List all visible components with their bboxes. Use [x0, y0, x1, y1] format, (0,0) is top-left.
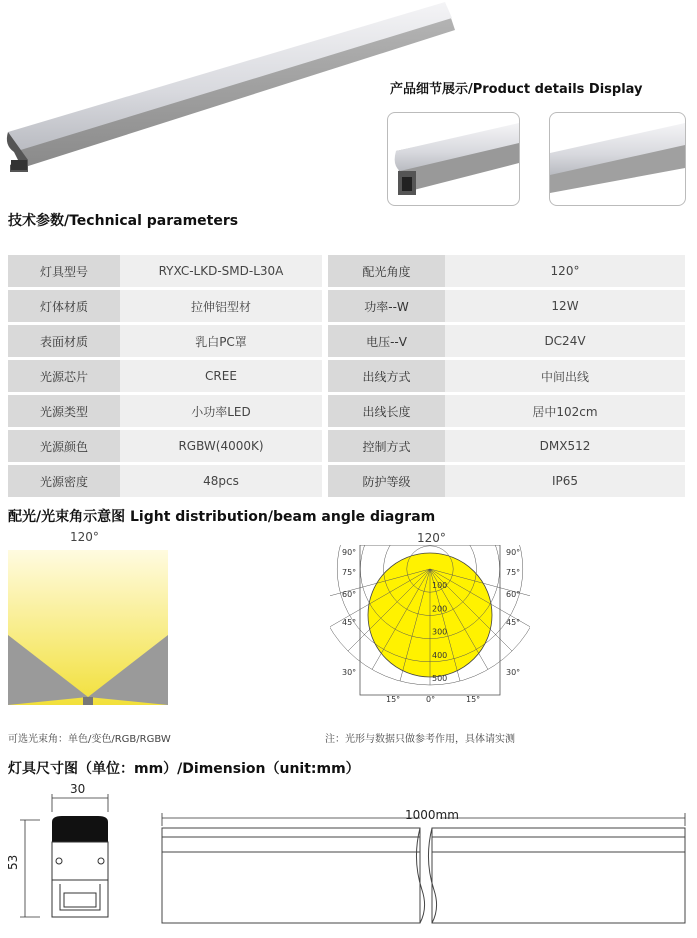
product-details-title: 产品细节展示/Product details Display	[390, 82, 643, 97]
polar-left-angle: 30°	[342, 668, 357, 677]
reference-note: 注：光形与数据只做参考作用，具体请实测	[325, 734, 515, 745]
beam-diagram	[8, 550, 168, 705]
length-dimension: 1000mm	[405, 808, 459, 822]
spec-key: 电压--V	[328, 325, 445, 357]
width-dimension: 30	[70, 782, 86, 796]
polar-radial-label: 100	[432, 581, 448, 591]
polar-right-angle: 60°	[506, 590, 521, 599]
spec-value: 中间出线	[445, 360, 685, 392]
spec-value: 120°	[445, 255, 685, 287]
spec-value: DC24V	[445, 325, 685, 357]
spec-value: 小功率LED	[120, 395, 322, 427]
polar-diagram	[330, 545, 530, 705]
spec-key: 灯体材质	[8, 290, 120, 322]
technical-title: 技术参数/Technical parameters	[8, 213, 239, 229]
spec-key: 光源芯片	[8, 360, 120, 392]
height-dimension: 53	[6, 854, 20, 870]
spec-key: 出线长度	[328, 395, 445, 427]
spec-key: 光源颜色	[8, 430, 120, 462]
spec-value: IP65	[445, 465, 685, 497]
spec-value: 居中102cm	[445, 395, 685, 427]
spec-row	[8, 325, 685, 357]
spec-row	[8, 395, 685, 427]
spec-value: DMX512	[445, 430, 685, 462]
detail-thumbnail-2	[549, 112, 686, 206]
spec-value: 12W	[445, 290, 685, 322]
beam-angle-label: 120°	[70, 530, 99, 544]
polar-radial-label: 200	[432, 604, 448, 614]
polar-right-angle: 75°	[506, 568, 521, 577]
detail-thumbnail-1	[387, 112, 520, 206]
spec-row	[8, 290, 685, 322]
dimension-title: 灯具尺寸图（单位：mm）/Dimension（unit:mm）	[8, 761, 360, 777]
polar-bottom-angle: 0°	[426, 695, 436, 704]
spec-value: 48pcs	[120, 465, 322, 497]
spec-key: 灯具型号	[8, 255, 120, 287]
polar-bottom-angle: 15°	[386, 695, 401, 704]
spec-value: RGBW(4000K)	[120, 430, 322, 462]
spec-value: 乳白PC罩	[120, 325, 322, 357]
polar-angle-label: 120°	[417, 531, 446, 545]
spec-key: 光源类型	[8, 395, 120, 427]
polar-bottom-angle: 15°	[466, 695, 481, 704]
polar-right-angle: 45°	[506, 618, 521, 627]
polar-right-angle: 90°	[506, 548, 521, 557]
polar-radial-label: 300	[432, 627, 448, 637]
spec-value: CREE	[120, 360, 322, 392]
polar-radial-label: 400	[432, 650, 448, 660]
spec-value: RYXC-LKD-SMD-L30A	[120, 255, 322, 287]
spec-key: 出线方式	[328, 360, 445, 392]
polar-left-angle: 75°	[342, 568, 357, 577]
spec-key: 配光角度	[328, 255, 445, 287]
spec-table	[8, 252, 685, 500]
polar-left-angle: 45°	[342, 618, 357, 627]
spec-row	[8, 465, 685, 497]
spec-row	[8, 255, 685, 287]
polar-radial-label: 500	[432, 674, 448, 683]
spec-value: 拉伸铝型材	[120, 290, 322, 322]
spec-key: 功率--W	[328, 290, 445, 322]
colors-note: 可选光束角：单色/变色/RGB/RGBW	[8, 734, 171, 745]
spec-row	[8, 360, 685, 392]
spec-key: 光源密度	[8, 465, 120, 497]
spec-key: 防护等级	[328, 465, 445, 497]
spec-row	[8, 430, 685, 462]
polar-left-angle: 60°	[342, 590, 357, 599]
spec-key: 控制方式	[328, 430, 445, 462]
polar-right-angle: 30°	[506, 668, 521, 677]
polar-left-angle: 90°	[342, 548, 357, 557]
spec-key: 表面材质	[8, 325, 120, 357]
dimension-profile-drawing	[0, 780, 140, 930]
light-title: 配光/光束角示意图 Light distribution/beam angle diagram	[8, 509, 436, 525]
